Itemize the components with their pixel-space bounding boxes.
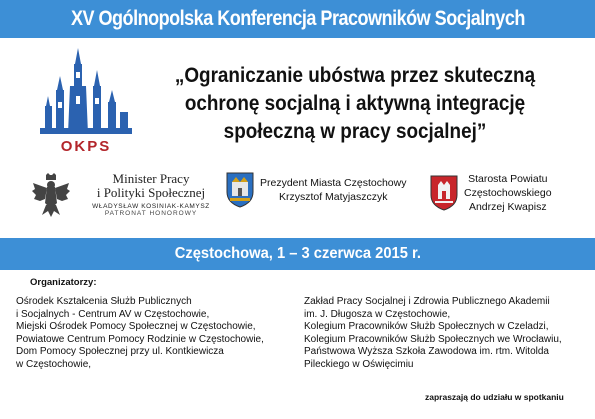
okps-logo-text: OKPS	[60, 138, 112, 155]
organizer-line: w Częstochowie,	[16, 358, 92, 370]
minister-text	[76, 172, 226, 217]
organizer-line: Pileckiego w Oświęcimiu	[304, 358, 414, 370]
organizer-line: Dom Pomocy Społecznej przy ul. Kontkiewicza	[16, 346, 224, 357]
main-title-line-1: „Ograniczanie ubóstwa przez skuteczną	[174, 64, 536, 87]
header-banner	[0, 0, 595, 38]
starosta-text	[464, 172, 552, 214]
starosta-region: Częstochowskiego	[464, 187, 552, 199]
minister-line-2: i Polityki Społecznej	[96, 185, 206, 200]
main-title-line-3: społeczną w pracy socjalnej”	[223, 120, 487, 143]
okps-logo	[40, 46, 132, 154]
president-text	[260, 176, 406, 204]
starosta-name: Andrzej Kwapisz	[468, 201, 547, 213]
date-place-banner	[0, 238, 595, 270]
minister-line-1: Minister Pracy	[112, 171, 190, 186]
organizers-left-column	[16, 296, 264, 371]
organizer-line: Kolegium Pracowników Służb Społecznych w Czeladzi,	[304, 321, 549, 332]
president-title: Prezydent Miasta Częstochowy	[260, 177, 407, 189]
main-title-line-2: ochronę socjalną i aktywną integrację	[184, 92, 526, 115]
organizer-line: Państwowa Wyższa Szkoła Zawodowa im. rtm. Witolda	[304, 346, 549, 357]
organizer-line: Zakład Pracy Socjalnej i Zdrowia Publicznego Akademii	[304, 296, 550, 307]
organizer-line: im. J. Długosza w Częstochowie,	[304, 308, 451, 320]
church-towers-logo	[40, 46, 132, 138]
patron-minister	[32, 172, 226, 217]
starosta-title: Starosta Powiatu	[468, 173, 548, 185]
date-place-text: Częstochowa, 1 – 3 czerwca 2015 r.	[174, 245, 421, 262]
organizer-line: Kolegium Pracowników Służb Społecznych we Wrocławiu,	[304, 333, 562, 345]
czestochowa-crest-icon	[226, 172, 254, 208]
organizer-line: Miejski Ośrodek Pomocy Społecznej w Częstochowie,	[16, 321, 256, 332]
organizer-line: i Socjalnych - Centrum AV w Częstochowie,	[16, 308, 210, 320]
invitation-text: zapraszają do udziału w spotkaniu	[425, 392, 564, 402]
powiat-crest-icon	[430, 175, 458, 211]
conference-title: XV Ogólnopolska Konferencja Pracowników Socjalnych	[70, 7, 525, 30]
patron-president	[226, 172, 406, 208]
organizers-right-column	[304, 296, 562, 371]
president-name: Krzysztof Matyjaszczyk	[278, 191, 388, 203]
organizer-line: Powiatowe Centrum Pomocy Rodzinie w Częstochowie,	[16, 333, 264, 345]
organizers-label: Organizatorzy:	[30, 277, 97, 288]
patron-starosta	[430, 172, 552, 214]
minister-name: WŁADYSŁAW KOSINIAK-KAMYSZ	[92, 203, 210, 210]
main-title	[130, 62, 580, 146]
patronage-label: PATRONAT HONOROWY	[104, 210, 198, 217]
polish-eagle-icon	[32, 173, 70, 217]
organizer-line: Ośrodek Kształcenia Służb Publicznych	[16, 296, 192, 307]
